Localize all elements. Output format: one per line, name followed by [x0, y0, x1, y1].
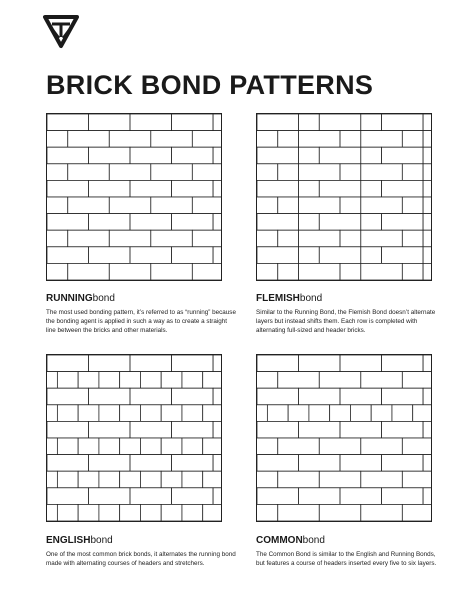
brick [99, 438, 120, 455]
brick [319, 114, 361, 131]
brick [172, 488, 214, 505]
brick [140, 405, 161, 422]
brick [151, 263, 193, 280]
brick [47, 131, 68, 148]
flemish-bond-diagram [256, 113, 432, 281]
brick [423, 230, 431, 247]
brick [402, 230, 423, 247]
brick [47, 471, 57, 488]
brick [89, 355, 131, 372]
brick [423, 421, 431, 438]
page-title: BRICK BOND PATTERNS [46, 70, 374, 100]
brick [47, 147, 89, 164]
brick [382, 214, 424, 231]
brick [382, 388, 424, 405]
brick [89, 214, 131, 231]
brick [89, 421, 131, 438]
brick [257, 471, 278, 488]
brick [423, 388, 431, 405]
brick [257, 214, 299, 231]
flemish-bond-bricks [257, 114, 431, 280]
brick [319, 372, 361, 389]
running-bond-caption [46, 293, 236, 335]
brick [151, 230, 193, 247]
brick [382, 355, 424, 372]
english-bond-diagram [46, 354, 222, 522]
brick [402, 131, 423, 148]
brick [278, 230, 299, 247]
brick [257, 164, 278, 181]
brick [192, 263, 221, 280]
running-bond-diagram [46, 113, 222, 281]
flemish-bond-caption [256, 293, 446, 335]
brick [340, 197, 361, 214]
brick [120, 405, 141, 422]
brick [203, 471, 221, 488]
brick [340, 421, 382, 438]
brick [57, 405, 78, 422]
brick [423, 197, 431, 214]
brick [382, 147, 424, 164]
flemish-bond-title: FLEMISHbond [256, 293, 323, 304]
brick [130, 421, 172, 438]
brick [257, 355, 299, 372]
brick [299, 214, 320, 231]
brick [319, 180, 361, 197]
brick [402, 504, 431, 521]
brick [350, 405, 371, 422]
running-bond-bricks [47, 114, 221, 280]
brick [213, 247, 221, 264]
brick [423, 180, 431, 197]
brick [361, 131, 403, 148]
brick [130, 214, 172, 231]
brick [203, 504, 221, 521]
brick [151, 131, 193, 148]
brick [423, 147, 431, 164]
brick [172, 147, 214, 164]
brick [140, 471, 161, 488]
brick [257, 197, 278, 214]
brick [130, 355, 172, 372]
brick [213, 388, 221, 405]
english-bond-bricks [47, 355, 221, 521]
brick [78, 438, 99, 455]
brick [57, 372, 78, 389]
brick [299, 197, 341, 214]
brick [299, 488, 341, 505]
brick [257, 388, 299, 405]
english-bond-title: ENGLISHbond [46, 535, 113, 546]
brick [423, 164, 431, 181]
brick [257, 230, 278, 247]
brick [257, 147, 299, 164]
brick [47, 405, 57, 422]
brick [340, 455, 382, 472]
brick [330, 405, 351, 422]
brick [257, 405, 267, 422]
brick [130, 180, 172, 197]
brick [402, 263, 423, 280]
brick [257, 372, 278, 389]
brick [130, 147, 172, 164]
brick [402, 164, 423, 181]
brick [192, 131, 221, 148]
brick [257, 421, 299, 438]
brick [151, 197, 193, 214]
brick [140, 504, 161, 521]
brick [319, 438, 361, 455]
brick [172, 455, 214, 472]
brick [47, 455, 89, 472]
brick [78, 471, 99, 488]
brick [47, 372, 57, 389]
brick [299, 164, 341, 181]
common-bond-diagram [256, 354, 432, 522]
brick [340, 388, 382, 405]
brick [89, 455, 131, 472]
brick [120, 471, 141, 488]
brick [278, 131, 299, 148]
brick [213, 180, 221, 197]
brick [299, 114, 320, 131]
brick [361, 114, 382, 131]
brick [423, 247, 431, 264]
brick [47, 488, 89, 505]
brick [203, 438, 221, 455]
brick [47, 247, 89, 264]
brick [203, 405, 221, 422]
brick [382, 455, 424, 472]
brick [278, 197, 299, 214]
brick [299, 455, 341, 472]
brick [192, 230, 221, 247]
brick [402, 438, 431, 455]
brick [257, 114, 299, 131]
brick [172, 355, 214, 372]
brick [109, 197, 151, 214]
flemish-bond-description: Similar to the Running Bond, the Flemish Bond doesn’t alternate layers but instead shifts them. Each row is completed with alternating full-sized and header bricks. [256, 309, 436, 334]
brick [213, 147, 221, 164]
brick [120, 504, 141, 521]
brick [192, 164, 221, 181]
brick [361, 230, 403, 247]
brick [299, 388, 341, 405]
brick [382, 421, 424, 438]
common-bond-bricks [257, 355, 431, 521]
english-bond-description: One of the most common brick bonds, it alternates the running bond made with alternating courses of headers and stretchers. [46, 551, 236, 567]
brick [382, 247, 424, 264]
brick [89, 247, 131, 264]
brick [172, 421, 214, 438]
brick [382, 180, 424, 197]
brick [309, 405, 330, 422]
brick [319, 247, 361, 264]
brick [319, 147, 361, 164]
brick [172, 114, 214, 131]
brick [319, 504, 361, 521]
brick [213, 488, 221, 505]
brick [172, 180, 214, 197]
brick [299, 355, 341, 372]
brick [361, 180, 382, 197]
brick [340, 131, 361, 148]
brick [361, 147, 382, 164]
brick [423, 114, 431, 131]
brick [361, 471, 403, 488]
brick [257, 131, 278, 148]
brick [371, 405, 392, 422]
brick [257, 247, 299, 264]
brick [182, 471, 203, 488]
brick [382, 488, 424, 505]
brick [213, 355, 221, 372]
brick [47, 438, 57, 455]
brick [278, 263, 299, 280]
brick [68, 263, 110, 280]
brick [361, 197, 403, 214]
brick [319, 471, 361, 488]
brick [89, 488, 131, 505]
brick [361, 504, 403, 521]
brick [99, 504, 120, 521]
brick [47, 388, 89, 405]
brick [68, 164, 110, 181]
brick [299, 230, 341, 247]
brick [151, 164, 193, 181]
brick [382, 114, 424, 131]
brick [423, 455, 431, 472]
brick [299, 247, 320, 264]
brick [99, 471, 120, 488]
brick [278, 471, 320, 488]
brick [257, 504, 278, 521]
brick [99, 372, 120, 389]
common-bond-caption [256, 535, 446, 568]
brick [299, 131, 341, 148]
brick [89, 388, 131, 405]
brick [340, 164, 361, 181]
brick [89, 147, 131, 164]
brick [413, 405, 431, 422]
brick [161, 438, 182, 455]
brick [109, 164, 151, 181]
brick [361, 372, 403, 389]
brick [68, 197, 110, 214]
common-bond-description: The Common Bond is similar to the English and Running Bonds, but features a course of headers inserted every five to six layers. [256, 551, 437, 567]
brick [47, 263, 68, 280]
brick [423, 263, 431, 280]
brick [182, 372, 203, 389]
brick [120, 438, 141, 455]
brick [278, 372, 320, 389]
brick [423, 131, 431, 148]
brick [99, 405, 120, 422]
brick [140, 372, 161, 389]
brick [361, 214, 382, 231]
brick [130, 488, 172, 505]
brick [47, 164, 68, 181]
brick [47, 180, 89, 197]
brick [161, 504, 182, 521]
brick [172, 247, 214, 264]
brick [402, 471, 431, 488]
brick [182, 405, 203, 422]
running-bond-description: The most used bonding pattern, it’s referred to as “running” because the bonding agent is applied in such a way as to create a straight line between the bricks and other materials. [46, 309, 236, 334]
brick [340, 488, 382, 505]
brick [57, 438, 78, 455]
brick [299, 263, 341, 280]
brick [89, 114, 131, 131]
brick [68, 131, 110, 148]
brick [257, 263, 278, 280]
brick [361, 164, 403, 181]
brick [361, 247, 382, 264]
brick [140, 438, 161, 455]
brick [78, 405, 99, 422]
brick [278, 164, 299, 181]
brick [161, 372, 182, 389]
brick [161, 471, 182, 488]
brick [392, 405, 413, 422]
brick [340, 355, 382, 372]
brick [361, 263, 403, 280]
brick [257, 438, 278, 455]
brick [423, 355, 431, 372]
brick [267, 405, 288, 422]
brick [161, 405, 182, 422]
brick [78, 504, 99, 521]
brick [89, 180, 131, 197]
brick [361, 438, 403, 455]
brick [172, 214, 214, 231]
brick [213, 421, 221, 438]
brick [182, 438, 203, 455]
brick [68, 230, 110, 247]
brick [213, 455, 221, 472]
brick [109, 131, 151, 148]
brick [340, 263, 361, 280]
brick [172, 388, 214, 405]
brick [57, 504, 78, 521]
common-bond-title: COMMONbond [256, 535, 325, 546]
brick [130, 455, 172, 472]
brick [340, 230, 361, 247]
brick [288, 405, 309, 422]
english-bond-caption [46, 535, 236, 568]
brick [299, 421, 341, 438]
brick [47, 114, 89, 131]
brick [78, 372, 99, 389]
brick [319, 214, 361, 231]
brick [299, 147, 320, 164]
brick [120, 372, 141, 389]
brick [47, 214, 89, 231]
brick [109, 263, 151, 280]
logo-icon [43, 13, 79, 49]
brick [213, 114, 221, 131]
brick [47, 504, 57, 521]
brick [203, 372, 221, 389]
brick [213, 214, 221, 231]
brick [47, 355, 89, 372]
brick [257, 180, 299, 197]
brick [423, 488, 431, 505]
brick [47, 421, 89, 438]
brick [402, 372, 431, 389]
brick [278, 504, 320, 521]
brick [130, 114, 172, 131]
brick [130, 247, 172, 264]
brick [109, 230, 151, 247]
brick [47, 197, 68, 214]
brick [57, 471, 78, 488]
brick [257, 488, 299, 505]
brick [130, 388, 172, 405]
brick [182, 504, 203, 521]
brick [47, 230, 68, 247]
brick [257, 455, 299, 472]
brick [423, 214, 431, 231]
running-bond-title: RUNNINGbond [46, 293, 115, 304]
brick [278, 438, 320, 455]
brick [402, 197, 423, 214]
brick [192, 197, 221, 214]
brick [299, 180, 320, 197]
